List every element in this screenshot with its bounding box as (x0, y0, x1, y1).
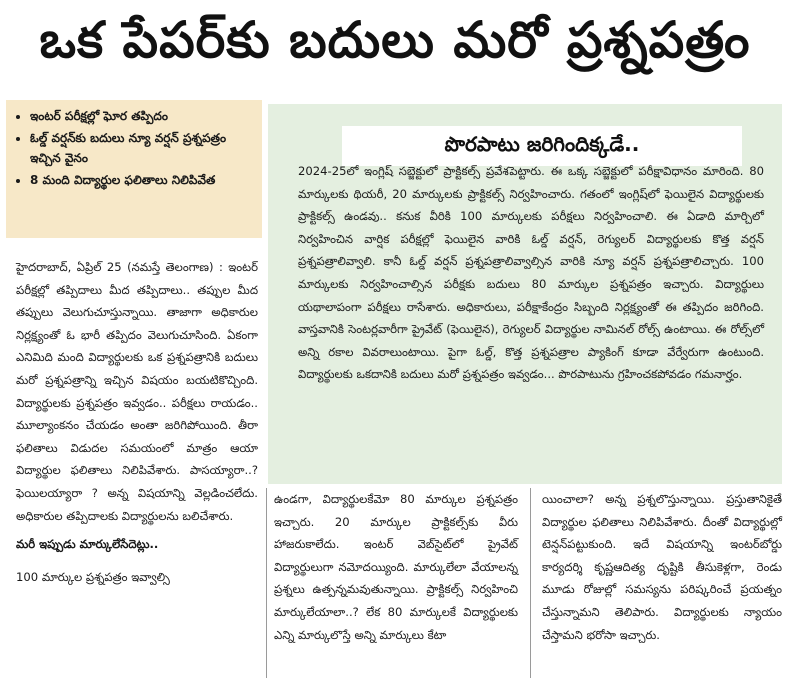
left-column-subhead: మరీ ఇప్పుడు మార్కులేసేదెట్లు.. (16, 537, 159, 552)
highlight-item: • 8 మంది విద్యార్థుల ఫలితాలు నిలిపివేత (30, 170, 254, 190)
highlight-item: • ఓల్డ్‌ వర్షన్‌కు బదులు న్యూ వర్షన్‌ ప్రశ్నపత్రం ఇచ్చిన వైనం (30, 128, 254, 168)
left-column-tail: 100 మార్కుల ప్రశ్నపత్రం ఇవ్వాల్సి (16, 569, 170, 584)
highlights-list (14, 106, 254, 190)
info-box (268, 104, 782, 484)
highlights-box (6, 100, 262, 238)
highlight-item: • ఇంటర్‌ పరీక్షల్లో ఘోర తప్పిదం (30, 106, 254, 126)
info-box-body: 2024-25లో ఇంగ్లిష్‌ సబ్జెక్టులో ప్రాక్టికల్స్‌ ప్రవేశపెట్టారు. ఈ ఒక్క సబ్జెక్టులో పరీక్షావిధానం మారింది. 80 మార్కులకు థియరీ, 20 మార్కులకు ప్రాక్టికల్స్‌ నిర్వహించారు. గతంలో ఇంగ్లిష్‌లో ఫెయిలైన విద్యార్థులకు ప్రాక్టికల్స్‌ ఉండవు.. కనుక వీరికి 100 మార్కులకు పరీక్షలు నిర్వహించాలి. ఈ ఏడాది మార్చిలో నిర్వహించిన వార్షిక పరీక్షల్లో ఫెయిలైన వారికి ఓల్డ్‌ వర్షన్‌, రెగ్యులర్‌ విద్యార్థులకు కొత్త వర్షన్‌ ప్రశ్నపత్రాలివ్వాలి. కానీ ఓల్డ్‌ వర్షన్‌ ప్రశ్నపత్రాలివ్వాల్సిన వారికి న్యూ వర్షన్‌ ప్రశ్నపత్రాలిచ్చారు. 100 మార్కులకు నిర్వహించాల్సిన పరీక్షకు బదులు 80 మార్కుల ప్రశ్నపత్రం ఇచ్చారు. విద్యార్థులు యథాలాపంగా పరీక్షలు రాసేశారు. అధికారులు, పరీక్షాకేంద్రం సిబ్బంది నిర్లక్ష్యంతో ఈ తప్పిదం జరిగింది. వాస్తవానికి సెంటర్లవారీగా ప్రైవేట్‌ (ఫెయిలైన), రెగ్యులర్‌ విద్యార్థుల నామినల్‌ రోల్స్‌ ఉంటాయి. ఈ రోల్స్‌లో అన్ని రకాల వివరాలుంటాయి. పైగా ఓల్డ్‌, కొత్త ప్రశ్నపత్రాల ప్యాకింగ్‌ కూడా వేర్వేరుగా ఉంటుంది. విద్యార్థులకు ఒకదానికి బదులు మరో ప్రశ్నపత్రం ఇవ్వడం... పొరపాటును గ్రహించకపోవడం గమనార్హం. (298, 164, 764, 382)
info-box-title: పొరపాటు జరిగిందిక్కడే.. (342, 126, 742, 166)
right-column-body: యించాలా? అన్న ప్రశ్నలొస్తున్నాయి. ప్రస్తుతానికైతే విద్యార్థుల ఫలితాలు నిలిపివేశారు. దీంతో విద్యార్థుల్లో టెన్షన్‌పట్టుకుంది. ఇదే విషయాన్ని ఇంటర్‌బోర్డు కార్యదర్శి కృష్ణఆదిత్య దృష్టికి తీసుకెళ్లగా, రెండు మూడు రోజుల్లో సమస్యను పరిష్కరించే ప్రయత్నం చేస్తున్నామని తెలిపారు. విద్యార్థులకు న్యాయం చేస్తామని భరోసా ఇచ్చారు. (542, 492, 782, 642)
left-column (16, 256, 258, 588)
headline: ఒక పేపర్‌కు బదులు మరో ప్రశ్నపత్రం (39, 10, 751, 69)
column-divider (530, 488, 531, 678)
left-column-body: హైదరాబాద్‌, ఏప్రిల్‌ 25 (నమస్తే తెలంగాణ) : ఇంటర్‌ పరీక్షల్లో తప్పిదాలు మీద తప్పిదాలు.. తప్పుల మీద తప్పులు వెలుగుచూస్తున్నాయి. తాజాగా అధికారుల నిర్లక్ష్యంతో ఓ భారీ తప్పిదం వెలుగుచూసింది. ఏకంగా ఎనిమిది మంది విద్యార్థులకు ఒక ప్రశ్నపత్రానికి బదులు మరో ప్రశ్నపత్రాన్ని ఇచ్చిన విషయం బయటికొచ్చింది. విద్యార్థులకు ప్రశ్నపత్రం ఇవ్వడం.. పరీక్షలు రాయడం.. మూల్యాంకనం చేయడం అంతా జరిగిపోయింది. తీరా ఫలితాలు విడుదల సమయంలో మాత్రం ఆయా విద్యార్థుల ఫలితాలు నిలిపివేశారు. పాసయ్యారా..? ఫెయిలయ్యారా ? అన్న విషయాన్ని వెల్లడించలేదు. అధికారుల తప్పిదాలకు విద్యార్థులను బలిచేశారు. (16, 260, 258, 523)
middle-column-body: ఉండగా, విద్యార్థులకేమో 80 మార్కుల ప్రశ్నపత్రం ఇచ్చారు. 20 మార్కుల ప్రాక్టికల్స్‌కు వీరు హాజరుకాలేదు. ఇంటర్‌ వెబ్‌సైట్‌లో ప్రైవేట్‌ విద్యార్థులుగా నమోదయ్యింది. మార్కులేలా వేయాలన్న ప్రశ్నలు ఉత్పన్నమవుతున్నాయి. ప్రాక్టికల్స్‌ నిర్వహించి మార్కులేయాలా..? లేక 80 మార్కులకే విద్యార్థులకు ఎన్ని మార్కులొస్తే అన్ని మార్కులు కేటా (274, 492, 518, 642)
right-column (542, 488, 782, 646)
column-divider (266, 488, 267, 678)
middle-column (274, 488, 518, 646)
